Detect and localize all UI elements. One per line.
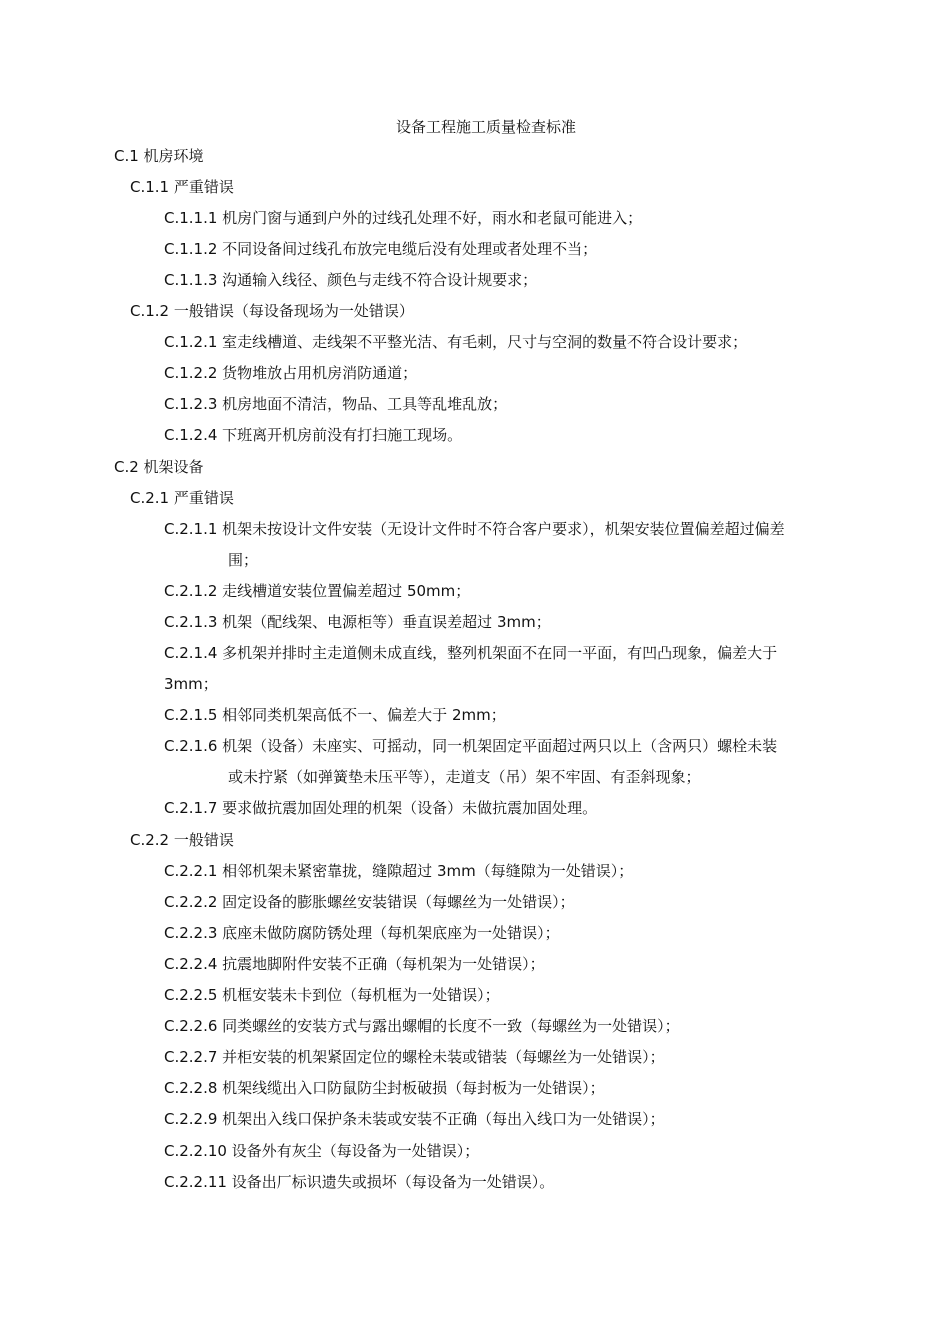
list-item: C.1.1.3 沟通输入线径、颜色与走线不符合设计规要求；	[164, 271, 538, 289]
list-item-continuation: 或未拧紧（如弹簧垫未压平等），走道支（吊）架不牢固、有歪斜现象；	[228, 768, 701, 786]
list-item-continuation: 3mm；	[164, 675, 218, 693]
list-item: C.2.1.3 机架（配线架、电源柜等）垂直误差超过 3mm；	[164, 613, 551, 631]
list-item: C.2.2.1 相邻机架未紧密靠拢，缝隙超过 3mm（每缝隙为一处错误）；	[164, 862, 634, 880]
list-item: C.2.2.5 机框安装未卡到位（每机框为一处错误）；	[164, 986, 500, 1004]
section-heading: C.2 机架设备	[114, 458, 204, 476]
list-item: C.2.2.8 机架线缆出入口防鼠防尘封板破损（每封板为一处错误）；	[164, 1079, 605, 1097]
list-item: C.1.2.3 机房地面不清洁，物品、工具等乱堆乱放；	[164, 395, 508, 413]
list-item: C.2.1.4 多机架并排时主走道侧未成直线，整列机架面不在同一平面，有凹凸现象，偏差大于	[164, 644, 778, 662]
subsection-heading: C.2.1 严重错误	[130, 489, 234, 507]
list-item: C.1.1.1 机房门窗与通到户外的过线孔处理不好，雨水和老鼠可能进入；	[164, 209, 643, 227]
list-item: C.1.2.2 货物堆放占用机房消防通道；	[164, 364, 418, 382]
list-item: C.2.1.2 走线槽道安装位置偏差超过 50mm；	[164, 582, 471, 600]
list-item: C.2.2.9 机架出入线口保护条未装或安装不正确（每出入线口为一处错误）；	[164, 1110, 665, 1128]
list-item: C.2.2.6 同类螺丝的安装方式与露出螺帽的长度不一致（每螺丝为一处错误）；	[164, 1017, 680, 1035]
list-item: C.2.1.6 机架（设备）未座实、可摇动，同一机架固定平面超过两只以上（含两只）螺栓未装	[164, 737, 778, 755]
document-title: 设备工程施工质量检查标准	[395, 118, 576, 136]
list-item: C.1.2.4 下班离开机房前没有打扫施工现场。	[164, 426, 463, 444]
subsection-heading: C.2.2 一般错误	[130, 831, 234, 849]
list-item: C.1.1.2 不同设备间过线孔布放完电缆后没有处理或者处理不当；	[164, 240, 598, 258]
list-item: C.2.1.5 相邻同类机架高低不一、偏差大于 2mm；	[164, 706, 506, 724]
list-item: C.1.2.1 室走线槽道、走线架不平整光洁、有毛刺，尺寸与空洞的数量不符合设计要求；	[164, 333, 748, 351]
list-item: C.2.2.2 固定设备的膨胀螺丝安装错误（每螺丝为一处错误）；	[164, 893, 575, 911]
list-item-continuation: 围；	[228, 551, 259, 569]
list-item: C.2.1.1 机架未按设计文件安装（无设计文件时不符合客户要求），机架安装位置偏差超过偏差	[164, 520, 785, 538]
section-heading: C.1 机房环境	[114, 147, 204, 165]
list-item: C.2.2.11 设备出厂标识遗失或损坏（每设备为一处错误）。	[164, 1173, 555, 1191]
list-item: C.2.2.7 并柜安装的机架紧固定位的螺栓未装或错装（每螺丝为一处错误）；	[164, 1048, 665, 1066]
subsection-heading: C.1.1 严重错误	[130, 178, 234, 196]
list-item: C.2.2.3 底座未做防腐防锈处理（每机架底座为一处错误）；	[164, 924, 560, 942]
list-item: C.2.2.4 抗震地脚附件安装不正确（每机架为一处错误）；	[164, 955, 545, 973]
list-item: C.2.1.7 要求做抗震加固处理的机架（设备）未做抗震加固处理。	[164, 799, 598, 817]
list-item: C.2.2.10 设备外有灰尘（每设备为一处错误）；	[164, 1142, 480, 1160]
subsection-heading: C.1.2 一般错误（每设备现场为一处错误）	[130, 302, 414, 320]
